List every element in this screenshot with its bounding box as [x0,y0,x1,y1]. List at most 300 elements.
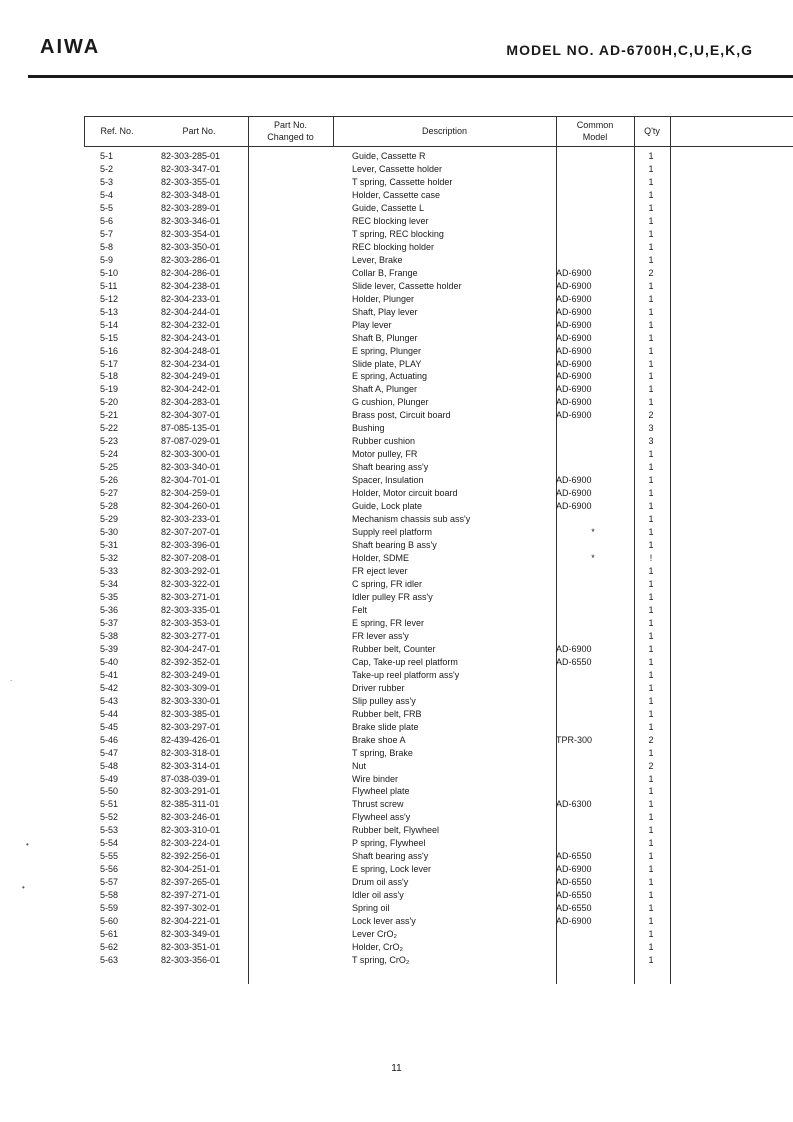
part-no-cell: 87-038-039-01 [161,773,221,784]
part-no-cell: 82-385-311-01 [161,799,220,810]
table-row [84,539,793,552]
part-no-cell: 87-087-029-01 [161,436,221,447]
common-model-cell: AD-6550 [556,890,592,901]
common-model-cell: AD-6900 [556,332,592,343]
description-cell: Guide, Cassette R [352,151,426,161]
qty-cell: 1 [648,617,654,628]
description-cell: Slide plate, PLAY [352,358,422,369]
common-model-cell: TPR-300 [556,734,593,745]
qty-cell: 1 [648,851,654,862]
ref-cell: 5-58 [100,890,119,901]
common-model-cell: AD-6900 [556,319,592,330]
table-row [84,798,793,811]
description-cell: Play lever [352,319,392,330]
ref-cell: 5-55 [100,851,119,862]
part-no-cell: 82-392-256-01 [161,851,221,862]
part-no-cell: 82-304-234-01 [161,358,221,369]
header-qty: Q'ty [644,126,660,136]
qty-cell: 1 [648,189,654,200]
qty-cell: 1 [648,280,654,291]
ref-cell: 5-1 [100,151,114,161]
part-no-cell: 82-303-246-01 [161,812,221,823]
qty-cell: 1 [648,228,654,239]
table-row [84,435,793,448]
table-row [84,837,793,850]
qty-cell: 1 [648,566,654,576]
table-row [84,163,793,176]
ref-cell: 5-56 [100,864,119,875]
part-no-cell: 82-397-302-01 [161,903,221,914]
header-common-model: Common Model [576,120,614,142]
qty-cell: 1 [648,254,654,265]
ref-cell: 5-41 [100,669,119,680]
description-cell: Lever CrO₂ [352,929,398,940]
common-model-cell: AD-6550 [556,903,592,914]
ref-cell: 5-8 [100,241,114,252]
description-cell: E spring, FR lever [352,617,425,628]
qty-cell: 1 [648,151,654,161]
qty-cell: 1 [648,475,654,486]
part-no-cell: 82-304-238-01 [161,280,221,291]
common-model-cell: * [591,553,595,564]
description-cell: Brake shoe A [352,734,406,745]
qty-cell: 1 [648,578,654,589]
ref-cell: 5-2 [100,163,114,174]
part-no-cell: 82-307-208-01 [161,553,221,564]
table-row [84,682,793,695]
ref-cell: 5-30 [100,527,119,538]
qty-cell: 1 [648,903,654,914]
description-cell: Lever, Brake [352,254,403,265]
qty-cell: 2 [648,760,654,771]
description-cell: Shaft, Play lever [352,306,418,317]
description-cell: Drum oil ass'y [352,877,409,888]
common-model-cell: AD-6900 [556,358,592,369]
table-row [84,954,793,967]
qty-cell: 1 [648,604,654,615]
qty-cell: 1 [648,799,654,810]
qty-cell: 1 [648,527,654,538]
description-cell: Spring oil [352,903,390,914]
part-no-cell: 82-304-248-01 [161,345,221,356]
model-number: MODEL NO. AD-6700H,C,U,E,K,G [506,42,753,58]
ref-cell: 5-52 [100,812,119,823]
table-row [84,591,793,604]
table-row [84,487,793,500]
header-rule [28,75,793,78]
part-no-cell: 82-303-351-01 [161,942,221,953]
description-cell: E spring, Plunger [352,345,422,356]
table-row [84,734,793,747]
ref-cell: 5-25 [100,462,119,473]
description-cell: T spring, Cassette holder [352,176,453,187]
ref-cell: 5-59 [100,903,119,914]
ref-cell: 5-13 [100,306,119,317]
part-no-cell: 82-303-309-01 [161,682,221,693]
part-no-cell: 82-303-310-01 [161,825,221,836]
ref-cell: 5-54 [100,838,119,849]
part-no-cell: 82-304-260-01 [161,501,221,512]
qty-cell: 1 [648,591,654,602]
qty-cell: 1 [648,345,654,356]
table-row [84,643,793,656]
ref-cell: 5-9 [100,254,114,265]
table-row [84,656,793,669]
common-model-cell: AD-6900 [556,410,592,421]
part-no-cell: 82-303-385-01 [161,708,221,719]
description-cell: C spring, FR idler [352,578,423,589]
table-row [84,189,793,202]
ref-cell: 5-3 [100,176,114,187]
table-row [84,306,793,319]
part-no-cell: 82-304-221-01 [161,916,221,927]
description-cell: Motor pulley, FR [352,449,418,460]
table-row [84,915,793,928]
ref-cell: 5-45 [100,721,119,732]
description-cell: Holder, CrO₂ [352,942,404,953]
description-cell: Felt [352,604,368,615]
part-no-cell: 82-303-335-01 [161,604,221,615]
scan-mark: • [26,840,29,849]
qty-cell: 1 [648,682,654,693]
common-model-cell: AD-6900 [556,475,592,486]
header-part-no: Part No. [182,126,216,136]
table-row [84,409,793,422]
ref-cell: 5-6 [100,215,114,226]
table-row [84,383,793,396]
qty-cell: 1 [648,501,654,512]
ref-cell: 5-53 [100,825,119,836]
description-cell: Spacer, Insulation [352,475,424,486]
part-no-cell: 82-304-286-01 [161,267,221,278]
table-row [84,876,793,889]
table-row [84,747,793,760]
header-bottom-border [84,146,793,147]
ref-cell: 5-7 [100,228,114,239]
common-model-cell: AD-6900 [556,293,592,304]
description-cell: REC blocking holder [352,241,435,252]
description-cell: Wire binder [352,773,399,784]
qty-cell: 2 [648,267,654,278]
ref-cell: 5-33 [100,566,119,576]
qty-cell: 1 [648,371,654,382]
qty-cell: 1 [648,747,654,758]
qty-cell: 1 [648,449,654,460]
table-row [84,474,793,487]
ref-cell: 5-22 [100,423,119,434]
part-no-cell: 82-303-349-01 [161,929,221,940]
table-row [84,345,793,358]
ref-cell: 5-27 [100,488,119,499]
description-cell: Mechanism chassis sub ass'y [352,514,471,525]
qty-cell: 1 [648,488,654,499]
common-model-cell: * [591,527,595,538]
table-row [84,669,793,682]
description-cell: Thrust screw [352,799,404,810]
qty-cell: 1 [648,358,654,369]
part-no-cell: 82-303-318-01 [161,747,221,758]
qty-cell: 3 [648,423,654,434]
qty-cell: 2 [648,734,654,745]
description-cell: Slip pulley ass'y [352,695,416,706]
part-no-cell: 82-304-701-01 [161,475,221,486]
description-cell: Holder, Motor circuit board [352,488,458,499]
qty-cell: 1 [648,773,654,784]
description-cell: Lock lever ass'y [352,916,416,927]
part-no-cell: 82-303-285-01 [161,151,221,161]
qty-cell: 1 [648,462,654,473]
part-no-cell: 87-085-135-01 [161,423,221,434]
description-cell: T spring, REC blocking [352,228,444,239]
table-row [84,254,793,267]
part-no-cell: 82-303-271-01 [161,591,221,602]
common-model-cell: AD-6550 [556,656,592,667]
common-model-cell: AD-6900 [556,488,592,499]
table-row [84,824,793,837]
description-cell: Rubber belt, Flywheel [352,825,440,836]
table-row [84,578,793,591]
qty-cell: 1 [648,825,654,836]
ref-cell: 5-49 [100,773,119,784]
scan-mark: • [22,883,25,892]
description-cell: Guide, Cassette L [352,202,425,213]
qty-cell: 1 [648,942,654,953]
description-cell: Brass post, Circuit board [352,410,451,421]
common-model-cell: AD-6900 [556,501,592,512]
ref-cell: 5-62 [100,942,119,953]
description-cell: Cap, Take-up reel platform [352,656,458,667]
ref-cell: 5-44 [100,708,119,719]
page-number: 11 [391,1063,402,1074]
table-row [84,630,793,643]
description-cell: FR lever ass'y [352,630,409,641]
part-no-cell: 82-304-244-01 [161,306,221,317]
part-no-cell: 82-303-353-01 [161,617,221,628]
table-row [84,850,793,863]
qty-cell: 2 [648,410,654,421]
description-cell: G cushion, Plunger [352,397,429,408]
part-no-cell: 82-304-242-01 [161,384,221,395]
ref-cell: 5-36 [100,604,119,615]
part-no-cell: 82-303-356-01 [161,955,221,966]
qty-cell: 1 [648,890,654,901]
part-no-cell: 82-304-307-01 [161,410,221,421]
table-row [84,617,793,630]
description-cell: Take-up reel platform ass'y [352,669,460,680]
table-row [84,319,793,332]
ref-cell: 5-12 [100,293,119,304]
part-no-cell: 82-303-292-01 [161,566,221,576]
part-no-cell: 82-303-346-01 [161,215,221,226]
table-row [84,941,793,954]
description-cell: Driver rubber [352,682,405,693]
part-no-cell: 82-303-277-01 [161,630,221,641]
ref-cell: 5-34 [100,578,119,589]
common-model-cell: AD-6900 [556,306,592,317]
description-cell: Supply reel platform [352,527,433,538]
part-no-cell: 82-303-314-01 [161,760,221,771]
table-row [84,902,793,915]
common-model-cell: AD-6550 [556,851,592,862]
ref-cell: 5-31 [100,540,119,551]
table-row [84,889,793,902]
table-row [84,176,793,189]
part-no-cell: 82-303-322-01 [161,578,221,589]
table-row [84,604,793,617]
common-model-cell: AD-6900 [556,280,592,291]
description-cell: Collar B, Frange [352,267,418,278]
qty-cell: 1 [648,955,654,966]
ref-cell: 5-57 [100,877,119,888]
brand-logo: AIWA [40,36,101,58]
ref-cell: 5-46 [100,734,119,745]
description-cell: Rubber belt, FRB [352,708,422,719]
qty-cell: ! [649,553,653,564]
part-no-cell: 82-304-283-01 [161,397,221,408]
qty-cell: 1 [648,786,654,797]
part-no-cell: 82-439-426-01 [161,734,221,745]
description-cell: Rubber belt, Counter [352,643,436,654]
table-row [84,358,793,371]
part-no-cell: 82-303-286-01 [161,254,221,265]
ref-cell: 5-16 [100,345,119,356]
ref-cell: 5-60 [100,916,119,927]
part-no-cell: 82-303-300-01 [161,449,221,460]
qty-cell: 3 [648,436,654,447]
description-cell: Brake slide plate [352,721,419,732]
part-no-cell: 82-392-352-01 [161,656,221,667]
table-row [84,785,793,798]
description-cell: Lever, Cassette holder [352,163,443,174]
part-no-cell: 82-303-289-01 [161,202,221,213]
description-cell: Flywheel plate [352,786,410,797]
part-no-cell: 82-304-243-01 [161,332,221,343]
description-cell: E spring, Actuating [352,371,428,382]
part-no-cell: 82-307-207-01 [161,527,221,538]
ref-cell: 5-18 [100,371,119,382]
table-row [84,721,793,734]
table-row [84,695,793,708]
ref-cell: 5-23 [100,436,119,447]
description-cell: FR eject lever [352,566,408,576]
qty-cell: 1 [648,163,654,174]
common-model-cell: AD-6900 [556,384,592,395]
ref-cell: 5-15 [100,332,119,343]
ref-cell: 5-26 [100,475,119,486]
description-cell: Shaft B, Plunger [352,332,418,343]
part-no-cell: 82-397-271-01 [161,890,221,901]
table-row [84,370,793,383]
part-no-cell: 82-397-265-01 [161,877,221,888]
description-cell: Holder, SDME [352,553,410,564]
ref-cell: 5-43 [100,695,119,706]
part-no-cell: 82-303-291-01 [161,786,221,797]
description-cell: Shaft A, Plunger [352,384,418,395]
ref-cell: 5-51 [100,799,119,810]
qty-cell: 1 [648,838,654,849]
ref-cell: 5-47 [100,747,119,758]
table-row [84,773,793,786]
common-model-cell: AD-6550 [556,877,592,888]
table-row [84,513,793,526]
description-cell: Shaft bearing B ass'y [352,540,437,551]
part-no-cell: 82-303-348-01 [161,189,221,200]
table-row [84,396,793,409]
ref-cell: 5-32 [100,553,119,564]
description-cell: Shaft bearing ass'y [352,462,429,473]
ref-cell: 5-35 [100,591,119,602]
ref-cell: 5-40 [100,656,119,667]
qty-cell: 1 [648,241,654,252]
qty-cell: 1 [648,215,654,226]
part-no-cell: 82-303-297-01 [161,721,221,732]
qty-cell: 1 [648,708,654,719]
part-no-cell: 82-303-396-01 [161,540,221,551]
part-no-cell: 82-303-354-01 [161,228,221,239]
common-model-cell: AD-6900 [556,916,592,927]
part-no-cell: 82-303-233-01 [161,514,221,525]
ref-cell: 5-50 [100,786,119,797]
table-row [84,708,793,721]
table-row [84,461,793,474]
qty-cell: 1 [648,812,654,823]
ref-cell: 5-19 [100,384,119,395]
table-row [84,552,793,565]
qty-cell: 1 [648,695,654,706]
description-cell: Slide lever, Cassette holder [352,280,462,291]
description-cell: REC blocking lever [352,215,429,226]
qty-cell: 1 [648,332,654,343]
description-cell: Holder, Cassette case [352,189,441,200]
qty-cell: 1 [648,877,654,888]
table-row [84,280,793,293]
description-cell: Idler pulley FR ass'y [352,591,433,602]
description-cell: E spring, Lock lever [352,864,432,875]
part-no-cell: 82-303-249-01 [161,669,221,680]
common-model-cell: AD-6900 [556,864,592,875]
qty-cell: 1 [648,643,654,654]
description-cell: Nut [352,760,367,771]
header-ref-no: Ref. No. [100,126,134,136]
scan-mark: . [10,674,13,683]
qty-cell: 1 [648,656,654,667]
description-cell: T spring, CrO₂ [352,955,410,966]
common-model-cell: AD-6900 [556,267,592,278]
ref-cell: 5-61 [100,929,119,940]
part-no-cell: 82-304-232-01 [161,319,221,330]
table-row [84,811,793,824]
part-no-cell: 82-303-350-01 [161,241,221,252]
ref-cell: 5-10 [100,267,119,278]
table-row [84,228,793,241]
common-model-cell: AD-6900 [556,643,592,654]
ref-cell: 5-38 [100,630,119,641]
description-cell: Bushing [352,423,385,434]
qty-cell: 1 [648,669,654,680]
qty-cell: 1 [648,630,654,641]
part-no-cell: 82-303-355-01 [161,176,221,187]
description-cell: Rubber cushion [352,436,416,447]
ref-cell: 5-24 [100,449,119,460]
ref-cell: 5-4 [100,189,114,200]
qty-cell: 1 [648,916,654,927]
part-no-cell: 82-304-247-01 [161,643,221,654]
qty-cell: 1 [648,721,654,732]
table-row [84,202,793,215]
table-row [84,760,793,773]
description-cell: Idler oil ass'y [352,890,404,901]
table-row [84,526,793,539]
